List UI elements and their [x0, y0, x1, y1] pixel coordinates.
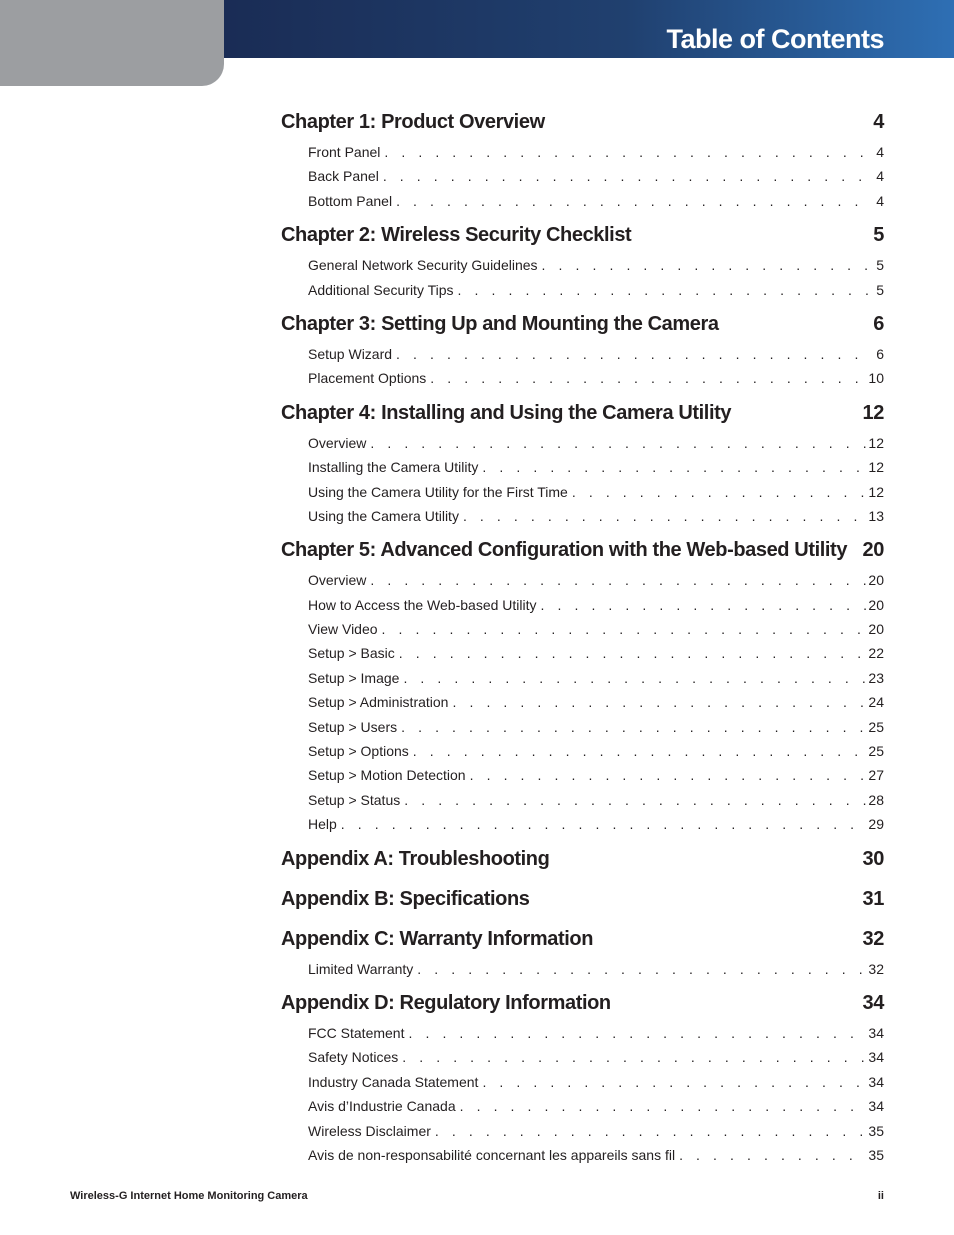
dot-leader [396, 342, 868, 366]
dot-leader [403, 666, 866, 690]
entry-page-number: 4 [876, 144, 884, 160]
toc-entry[interactable] [281, 641, 884, 665]
entry-list [281, 957, 884, 981]
dot-leader [417, 957, 866, 981]
entry-page-number: 25 [868, 743, 884, 760]
dot-leader [370, 568, 866, 592]
entry-page-number: 23 [868, 669, 884, 686]
toc-chapter [281, 108, 884, 213]
chapter-heading[interactable] [281, 989, 884, 1017]
entry-page-number: 20 [868, 596, 884, 613]
toc-entry[interactable] [281, 715, 884, 739]
toc-entry[interactable] [281, 617, 884, 641]
entry-page-number: 29 [868, 816, 884, 833]
entry-list [281, 140, 884, 213]
toc-entry[interactable] [281, 253, 884, 277]
toc-chapter [281, 989, 884, 1167]
toc-entry[interactable] [281, 568, 884, 592]
toc-entry[interactable] [281, 504, 884, 528]
chapter-heading[interactable] [281, 221, 884, 249]
entry-label: Wireless Disclaimer [308, 1122, 431, 1139]
entry-page-number: 27 [868, 767, 884, 784]
toc-entry[interactable] [281, 189, 884, 213]
dot-leader [399, 641, 867, 665]
entry-label: Avis de non-responsabilité concernant les appareils sans fil [308, 1146, 676, 1163]
entry-page-number: 20 [868, 572, 884, 589]
chapter-page-number: 6 [873, 312, 884, 335]
entry-page-number: 34 [868, 1049, 884, 1066]
entry-page-number: 12 [868, 434, 884, 451]
dot-leader [541, 593, 867, 617]
toc-entry[interactable] [281, 431, 884, 455]
entry-label: Setup > Administration [308, 694, 449, 711]
entry-label: Overview [308, 572, 367, 589]
toc-entry[interactable] [281, 739, 884, 763]
entry-page-number: 22 [868, 645, 884, 662]
toc-chapter [281, 221, 884, 302]
chapter-page-number: 20 [862, 539, 884, 562]
entry-label: Setup > Motion Detection [308, 767, 466, 784]
toc-chapter [281, 310, 884, 391]
entry-label: How to Access the Web-based Utility [308, 596, 537, 613]
chapter-page-number: 34 [862, 991, 884, 1014]
entry-label: Back Panel [308, 168, 379, 185]
page-title: Table of Contents [666, 24, 884, 54]
entry-label: Setup > Options [308, 743, 409, 760]
toc-entry[interactable] [281, 480, 884, 504]
chapter-page-number: 32 [862, 927, 884, 950]
dot-leader [482, 455, 866, 479]
dot-leader [383, 164, 868, 188]
toc-entry[interactable] [281, 278, 884, 302]
dot-leader [458, 278, 868, 302]
dot-leader [463, 504, 866, 528]
corner-tab [0, 0, 224, 86]
dot-leader [460, 1094, 867, 1118]
toc-entry[interactable] [281, 1045, 884, 1069]
dot-leader [679, 1143, 866, 1167]
entry-label: Help [308, 816, 337, 833]
entry-page-number: 13 [868, 507, 884, 524]
entry-page-number: 10 [868, 370, 884, 387]
chapter-page-number: 12 [862, 401, 884, 424]
dot-leader [408, 1021, 866, 1045]
entry-label: Setup > Basic [308, 645, 395, 662]
dot-leader [452, 690, 866, 714]
entry-label: Bottom Panel [308, 192, 393, 209]
toc-entry[interactable] [281, 366, 884, 390]
entry-page-number: 5 [876, 257, 884, 274]
toc-chapter [281, 536, 884, 836]
entry-label: Using the Camera Utility for the First Time [308, 483, 568, 500]
entry-label: FCC Statement [308, 1024, 405, 1041]
toc-entry[interactable] [281, 812, 884, 836]
chapter-heading[interactable] [281, 108, 884, 136]
toc-entry[interactable] [281, 455, 884, 479]
toc-entry[interactable] [281, 690, 884, 714]
dot-leader [382, 617, 867, 641]
toc-entry[interactable] [281, 666, 884, 690]
entry-label: Overview [308, 434, 367, 451]
chapter-title: Appendix A: Troubleshooting [281, 847, 550, 870]
chapter-title: Appendix B: Specifications [281, 887, 530, 910]
toc-entry[interactable] [281, 342, 884, 366]
toc-entry[interactable] [281, 1119, 884, 1143]
entry-label: Using the Camera Utility [308, 507, 459, 524]
entry-list [281, 568, 884, 836]
toc-chapter [281, 845, 884, 873]
entry-label: Industry Canada Statement [308, 1073, 479, 1090]
entry-page-number: 12 [868, 459, 884, 476]
footer-product-name: Wireless-G Internet Home Monitoring Camera [70, 1190, 308, 1202]
entry-list [281, 342, 884, 391]
entry-label: Setup Wizard [308, 345, 393, 362]
chapter-title: Appendix D: Regulatory Information [281, 991, 611, 1014]
chapter-heading[interactable] [281, 885, 884, 913]
entry-label: Safety Notices [308, 1049, 399, 1066]
entry-page-number: 32 [868, 960, 884, 977]
entry-label: Avis d’Industrie Canada [308, 1098, 456, 1115]
entry-label: View Video [308, 621, 378, 638]
entry-label: Setup > Status [308, 791, 401, 808]
toc-entry[interactable] [281, 788, 884, 812]
toc-entry[interactable] [281, 1094, 884, 1118]
dot-leader [401, 715, 866, 739]
chapter-title: Chapter 4: Installing and Using the Camera Utility [281, 401, 732, 424]
toc-entry[interactable] [281, 1143, 884, 1167]
entry-page-number: 34 [868, 1073, 884, 1090]
entry-page-number: 24 [868, 694, 884, 711]
entry-page-number: 12 [868, 483, 884, 500]
toc-entry[interactable] [281, 140, 884, 164]
entry-page-number: 28 [868, 791, 884, 808]
dot-leader [470, 763, 867, 787]
toc-entry[interactable] [281, 1070, 884, 1094]
chapter-heading[interactable] [281, 399, 884, 427]
chapter-heading[interactable] [281, 310, 884, 338]
dot-leader [413, 739, 867, 763]
entry-list [281, 253, 884, 302]
dot-leader [396, 189, 868, 213]
dot-leader [542, 253, 868, 277]
dot-leader [482, 1070, 866, 1094]
chapter-title: Chapter 5: Advanced Configuration with the Web-based Utility [281, 539, 848, 562]
toc-chapter [281, 925, 884, 981]
entry-label: General Network Security Guidelines [308, 257, 538, 274]
entry-page-number: 6 [876, 345, 884, 362]
chapter-title: Chapter 1: Product Overview [281, 111, 545, 133]
entry-list [281, 1021, 884, 1167]
dot-leader [402, 1045, 866, 1069]
entry-page-number: 5 [876, 281, 884, 298]
entry-label: Additional Security Tips [308, 281, 454, 298]
header-bar [224, 0, 954, 58]
entry-label: Front Panel [308, 144, 381, 160]
chapter-title: Appendix C: Warranty Information [281, 927, 594, 950]
entry-page-number: 25 [868, 718, 884, 735]
chapter-title: Chapter 2: Wireless Security Checklist [281, 224, 632, 247]
entry-page-number: 34 [868, 1024, 884, 1041]
entry-page-number: 35 [868, 1122, 884, 1139]
dot-leader [572, 480, 867, 504]
toc-entry[interactable] [281, 763, 884, 787]
chapter-heading[interactable] [281, 845, 884, 873]
chapter-heading[interactable] [281, 536, 884, 564]
entry-label: Installing the Camera Utility [308, 459, 479, 476]
entry-label: Setup > Image [308, 669, 400, 686]
chapter-page-number: 30 [862, 847, 884, 870]
toc-chapter [281, 885, 884, 913]
chapter-page-number: 5 [873, 224, 884, 247]
toc-entry[interactable] [281, 1021, 884, 1045]
chapter-heading[interactable] [281, 925, 884, 953]
dot-leader [341, 812, 867, 836]
dot-leader [370, 431, 866, 455]
entry-label: Limited Warranty [308, 960, 414, 977]
dot-leader [384, 140, 868, 164]
entry-page-number: 34 [868, 1098, 884, 1115]
footer-page-number: ii [877, 1190, 884, 1202]
toc-entry[interactable] [281, 164, 884, 188]
toc-entry[interactable] [281, 957, 884, 981]
table-of-contents [281, 108, 884, 1175]
entry-label: Setup > Users [308, 718, 398, 735]
entry-page-number: 35 [868, 1146, 884, 1163]
entry-label: Placement Options [308, 370, 427, 387]
entry-page-number: 20 [868, 621, 884, 638]
toc-entry[interactable] [281, 593, 884, 617]
dot-leader [430, 366, 866, 390]
dot-leader [435, 1119, 867, 1143]
chapter-page-number: 4 [873, 111, 884, 133]
entry-page-number: 4 [876, 168, 884, 185]
dot-leader [404, 788, 866, 812]
chapter-title: Chapter 3: Setting Up and Mounting the Camera [281, 312, 719, 335]
chapter-page-number: 31 [862, 887, 884, 910]
entry-list [281, 431, 884, 529]
entry-page-number: 4 [876, 192, 884, 209]
toc-chapter [281, 399, 884, 529]
